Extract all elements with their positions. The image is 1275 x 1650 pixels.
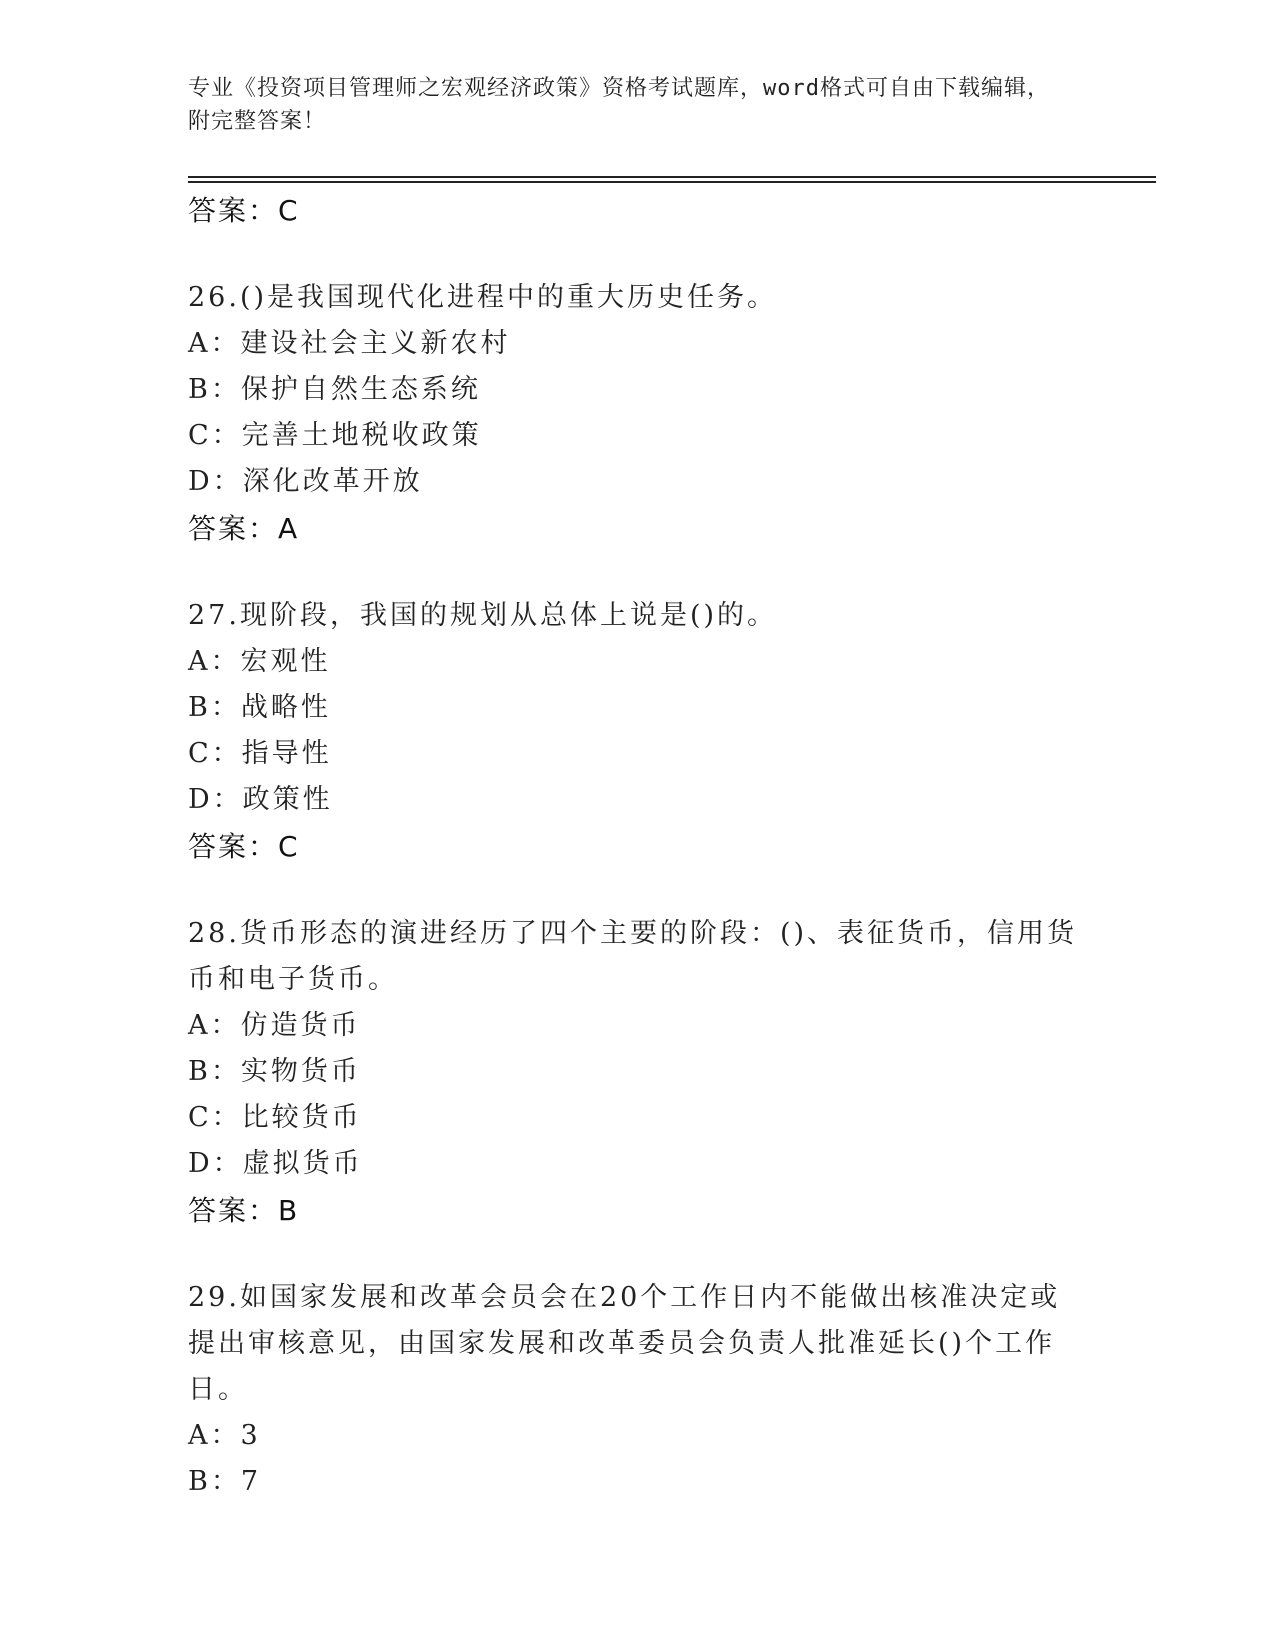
header-rule-bottom [188, 181, 1156, 183]
document-header: 专业《投资项目管理师之宏观经济政策》资格考试题库，word格式可自由下载编辑，附完整答案！ [188, 76, 1050, 134]
option-b: B：7 [188, 1466, 262, 1497]
question-26 [188, 275, 1088, 553]
answer: 答案：C [188, 830, 300, 863]
option-d: D：政策性 [188, 784, 333, 815]
previous-answer: 答案：C [188, 194, 300, 227]
question-stem: 28.货币形态的演进经历了四个主要的阶段：()、表征货币，信用货币和电子货币。 [188, 918, 1078, 995]
option-c: C：比较货币 [188, 1102, 362, 1133]
option-a: A：仿造货币 [188, 1010, 361, 1041]
answer: 答案：B [188, 1194, 300, 1227]
option-a: A：建设社会主义新农村 [188, 328, 511, 359]
option-b: B：保护自然生态系统 [188, 374, 481, 405]
option-b: B：战略性 [188, 692, 331, 723]
question-stem: 27.现阶段，我国的规划从总体上说是()的。 [188, 600, 778, 631]
question-27 [188, 593, 1088, 871]
header-rule-top [188, 176, 1156, 178]
question-stem: 29.如国家发展和改革会员会在20个工作日内不能做出核准决定或提出审核意见，由国家发展和改革委员会负责人批准延长()个工作日。 [188, 1282, 1061, 1405]
option-c: C：完善土地税收政策 [188, 420, 482, 451]
question-29 [188, 1275, 1088, 1505]
option-a: A：3 [188, 1420, 261, 1451]
question-stem: 26.()是我国现代化进程中的重大历史任务。 [188, 282, 778, 313]
option-a: A：宏观性 [188, 646, 331, 677]
option-c: C：指导性 [188, 738, 332, 769]
option-b: B：实物货币 [188, 1056, 361, 1087]
question-28 [188, 911, 1088, 1235]
question-list [188, 187, 1088, 1505]
option-d: D：深化改革开放 [188, 466, 423, 497]
option-d: D：虚拟货币 [188, 1148, 363, 1179]
answer: 答案：A [188, 512, 300, 545]
